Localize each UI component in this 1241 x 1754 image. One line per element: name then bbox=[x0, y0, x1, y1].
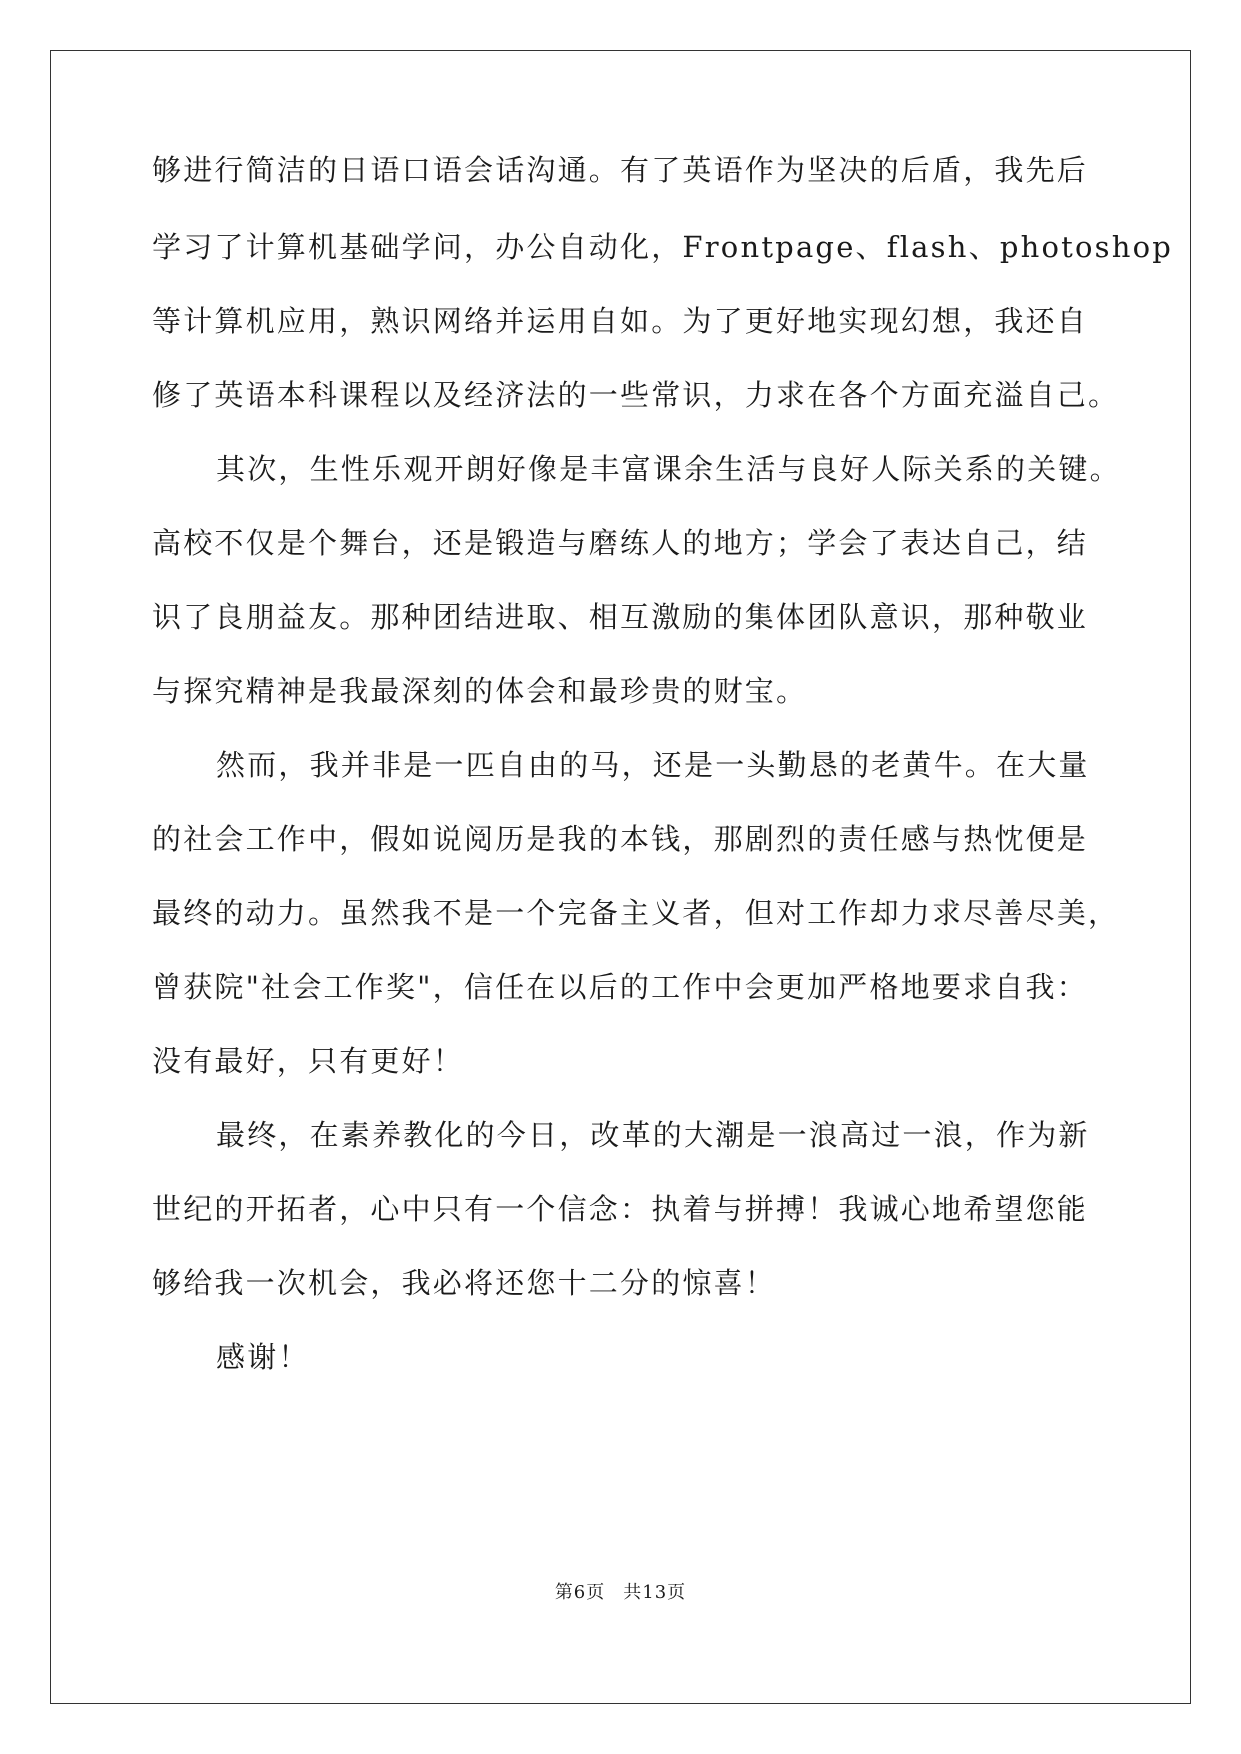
body-line: 曾获院"社会工作奖"，信任在以后的工作中会更加严格地要求自我： bbox=[152, 970, 1088, 1004]
body-line: 等计算机应用，熟识网络并运用自如。为了更好地实现幻想，我还自 bbox=[152, 304, 1089, 338]
body-line: 世纪的开拓者，心中只有一个信念：执着与拼搏！我诚心地希望您能 bbox=[152, 1192, 1089, 1226]
body-line: 学习了计算机基础学问，办公自动化，Frontpage、flash、photoshop bbox=[152, 230, 1174, 264]
body-line: 然而，我并非是一匹自由的马，还是一头勤恳的老黄牛。在大量 bbox=[216, 748, 1090, 782]
page-footer bbox=[0, 1581, 1241, 1605]
page-number: 第6页 bbox=[554, 1582, 606, 1603]
body-line: 识了良朋益友。那种团结进取、相互激励的集体团队意识，那种敬业 bbox=[152, 600, 1089, 634]
body-line: 够给我一次机会，我必将还您十二分的惊喜！ bbox=[152, 1266, 777, 1300]
body-line: 高校不仅是个舞台，还是锻造与磨练人的地方；学会了表达自己，结 bbox=[152, 526, 1089, 560]
page-border bbox=[50, 50, 1191, 1704]
body-line: 够进行简洁的日语口语会话沟通。有了英语作为坚决的后盾，我先后 bbox=[152, 153, 1089, 187]
body-line: 与探究精神是我最深刻的体会和最珍贵的财宝。 bbox=[152, 674, 808, 708]
body-line: 感谢！ bbox=[216, 1340, 310, 1374]
body-line: 的社会工作中，假如说阅历是我的本钱，那剧烈的责任感与热忱便是 bbox=[152, 822, 1089, 856]
body-line: 没有最好，只有更好！ bbox=[152, 1044, 465, 1078]
body-line: 修了英语本科课程以及经济法的一些常识，力求在各个方面充溢自己。 bbox=[152, 378, 1120, 412]
page-total: 共13页 bbox=[623, 1582, 687, 1603]
body-line: 其次，生性乐观开朗好像是丰富课余生活与良好人际关系的关键。 bbox=[216, 452, 1121, 486]
body-line: 最终的动力。虽然我不是一个完备主义者，但对工作却力求尽善尽美， bbox=[152, 896, 1120, 930]
body-line: 最终，在素养教化的今日，改革的大潮是一浪高过一浪，作为新 bbox=[216, 1118, 1090, 1152]
